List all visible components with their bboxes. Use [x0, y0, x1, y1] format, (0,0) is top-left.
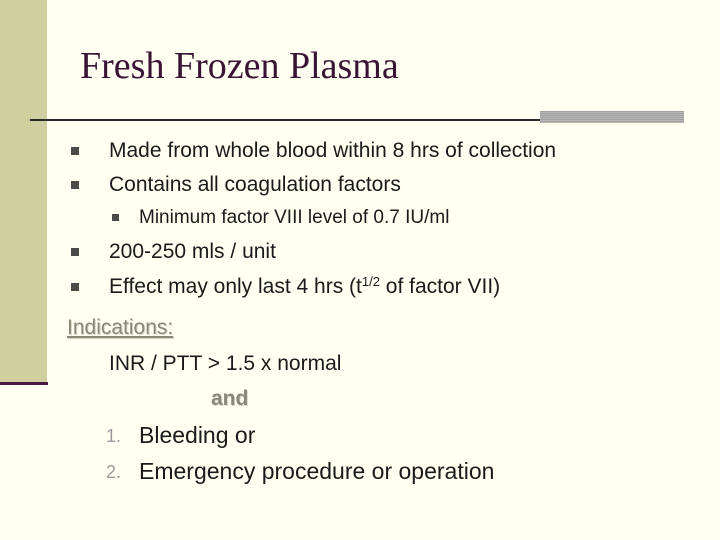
- bullet-item: Contains all coagulation factors: [109, 173, 401, 196]
- effect-text-before: Effect may only last 4 hrs (t: [109, 275, 362, 298]
- square-bullet-icon: [71, 181, 79, 189]
- bullet-item: Made from whole blood within 8 hrs of collection: [109, 139, 557, 162]
- effect-text-after: of factor VII): [379, 275, 501, 298]
- bullet-item-effect: [109, 275, 500, 299]
- indication-item: Bleeding or: [139, 422, 256, 448]
- indications-conjunction: and: [211, 387, 249, 410]
- square-bullet-icon: [71, 248, 79, 256]
- slide-title: Fresh Frozen Plasma: [80, 45, 399, 87]
- square-bullet-icon: [71, 147, 79, 155]
- square-bullet-icon: [112, 214, 119, 221]
- title-rule-accent: [540, 111, 684, 123]
- square-bullet-icon: [71, 283, 79, 291]
- title-underline-rule: [30, 119, 540, 121]
- indication-item: Emergency procedure or operation: [139, 458, 495, 484]
- indications-heading: Indications:: [67, 316, 174, 339]
- half-life-superscript: 1/2: [361, 273, 380, 289]
- sub-bullet-item: Minimum factor VIII level of 0.7 IU/ml: [139, 207, 450, 228]
- side-bar-rule: [0, 382, 48, 385]
- decorative-side-bar: [0, 0, 47, 384]
- indications-criterion: INR / PTT > 1.5 x normal: [109, 352, 342, 375]
- bullet-item: 200-250 mls / unit: [109, 240, 276, 263]
- numbered-marker: 1.: [106, 426, 122, 446]
- numbered-marker: 2.: [106, 462, 122, 482]
